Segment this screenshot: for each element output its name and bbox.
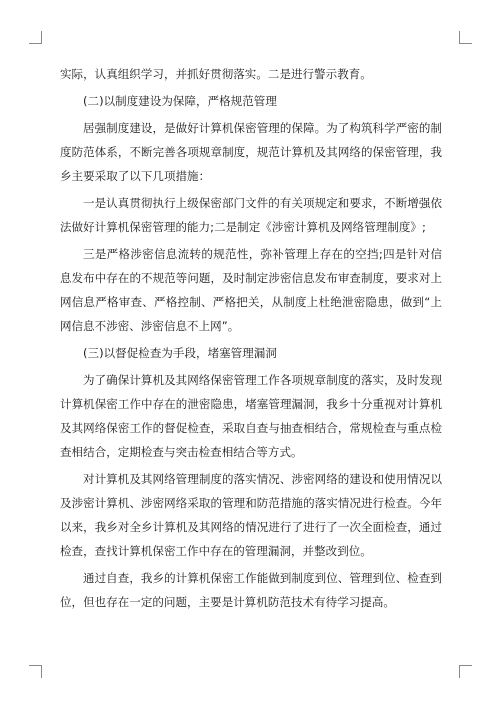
section-heading: (三)以督促检查为手段，堵塞管理漏洞 (83, 346, 277, 360)
paragraph: 三是严格涉密信息流转的规范性，弥补管理上存在的空挡;四是针对信息发布中存在的不规范等问题，及时制定涉密信息发布审查制度，要求对上网信息严格审查、严格控制、严格把关，从制度上杜绝泄密隐患，做到“上网信息不涉密、涉密信息不上网”。 (60, 247, 442, 333)
crop-mark-top-right (459, 31, 472, 44)
paragraph: 对计算机及其网络管理制度的落实情况、涉密网络的建设和使用情况以及涉密计算机、涉密网络采取的管理和防范措施的落实情况进行检查。今年以来，我乡对全乡计算机及其网络的情况进行了进行了一次全面检查，通过检查，查找计算机保密工作中存在的管理漏洞，并整改到位。 (60, 472, 442, 558)
document-body (60, 62, 442, 617)
crop-mark-top-left (29, 31, 42, 44)
paragraph: 为了确保计算机及其网络保密管理工作各项规章制度的落实，及时发现计算机保密工作中存在的泄密隐患，堵塞管理漏洞，我乡十分重视对计算机及其网络保密工作的督促检查，采取自查与抽查相结合，常规检查与重点检查相结合，定期检查与突击检查相结合等方式。 (60, 373, 442, 459)
paragraph: 通过自查，我乡的计算机保密工作能做到制度到位、管理到位、检查到位，但也存在一定的问题，主要是计算机防范技术有待学习提高。 (60, 571, 442, 609)
section-heading: (二)以制度建设为保障，严格规范管理 (83, 94, 277, 108)
paragraph: 实际，认真组织学习，并抓好贯彻落实。二是进行警示教育。 (60, 67, 372, 81)
paragraph: 居强制度建设，是做好计算机保密管理的保障。为了构筑科学严密的制度防范体系，不断完善各项规章制度，规范计算机及其网络的保密管理，我乡主要采取了以下几项措施： (60, 121, 442, 183)
crop-mark-bottom-left (29, 665, 42, 678)
crop-mark-bottom-right (459, 665, 472, 678)
paragraph: 一是认真贯彻执行上级保密部门文件的有关项规定和要求，不断增强依法做好计算机保密管理的能力;二是制定《涉密计算机及网络管理制度》; (60, 196, 442, 234)
